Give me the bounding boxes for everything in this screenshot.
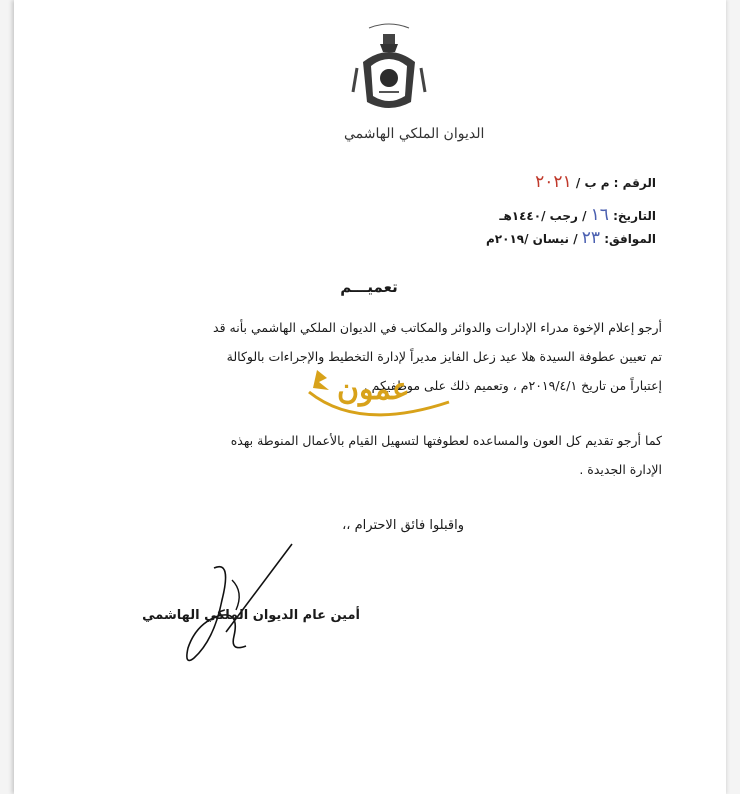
signer-title: أمين عام الديوان الملكي الهاشمي bbox=[142, 608, 360, 623]
paragraph-1-line-1: أرجو إعلام الإخوة مدراء الإدارات والدوائر والمكاتب في الديوان الملكي الهاشمي بأنه قد bbox=[213, 320, 662, 335]
closing-salutation: واقبلوا فائق الاحترام ،، bbox=[342, 518, 464, 533]
paragraph-1-line-2: تم تعيين عطوفة السيدة هلا عيد زعل الفايز مديراً لإدارة التخطيط والإجراءات بالوكالة bbox=[226, 349, 662, 364]
document-page bbox=[14, 0, 726, 794]
handwritten-signature-icon bbox=[174, 540, 314, 670]
date-day-handwritten: ١٦ bbox=[590, 205, 609, 225]
reference-number-row bbox=[535, 172, 656, 192]
corresponding-date-row bbox=[486, 228, 656, 248]
ammon-watermark bbox=[299, 362, 499, 432]
corr-label: الموافق: bbox=[604, 232, 656, 246]
document-title: تعميـــم bbox=[340, 278, 398, 296]
date-label: التاريخ: bbox=[613, 209, 656, 223]
paragraph-2 bbox=[132, 426, 662, 484]
ref-label: الرقم : م ب / bbox=[575, 176, 656, 190]
royal-crest bbox=[344, 22, 485, 162]
corr-day-handwritten: ٢٣ bbox=[581, 228, 601, 248]
paragraph-2-line-1: كما أرجو تقديم كل العون والمساعده لعطوفتها لتسهيل القيام بالأعمال المنوطة بهذه bbox=[230, 433, 662, 448]
date-row bbox=[499, 205, 656, 225]
paragraph-2-line-2: الإدارة الجديدة . bbox=[579, 462, 662, 477]
corr-rest: / نيسان /٢٠١٩م bbox=[486, 232, 578, 246]
crest-caption: الديوان الملكي الهاشمي bbox=[344, 126, 485, 142]
ref-number-handwritten: ٢٠٢١ bbox=[535, 172, 572, 192]
date-rest: / رجب /١٤٤٠هـ bbox=[499, 209, 587, 223]
paragraph-1-line-3: إعتباراً من تاريخ ٢٠١٩/٤/١م ، وتعميم ذلك على موظفيكم . bbox=[363, 378, 662, 393]
watermark-text: عمون bbox=[337, 372, 410, 407]
crest-emblem-icon bbox=[349, 22, 429, 122]
